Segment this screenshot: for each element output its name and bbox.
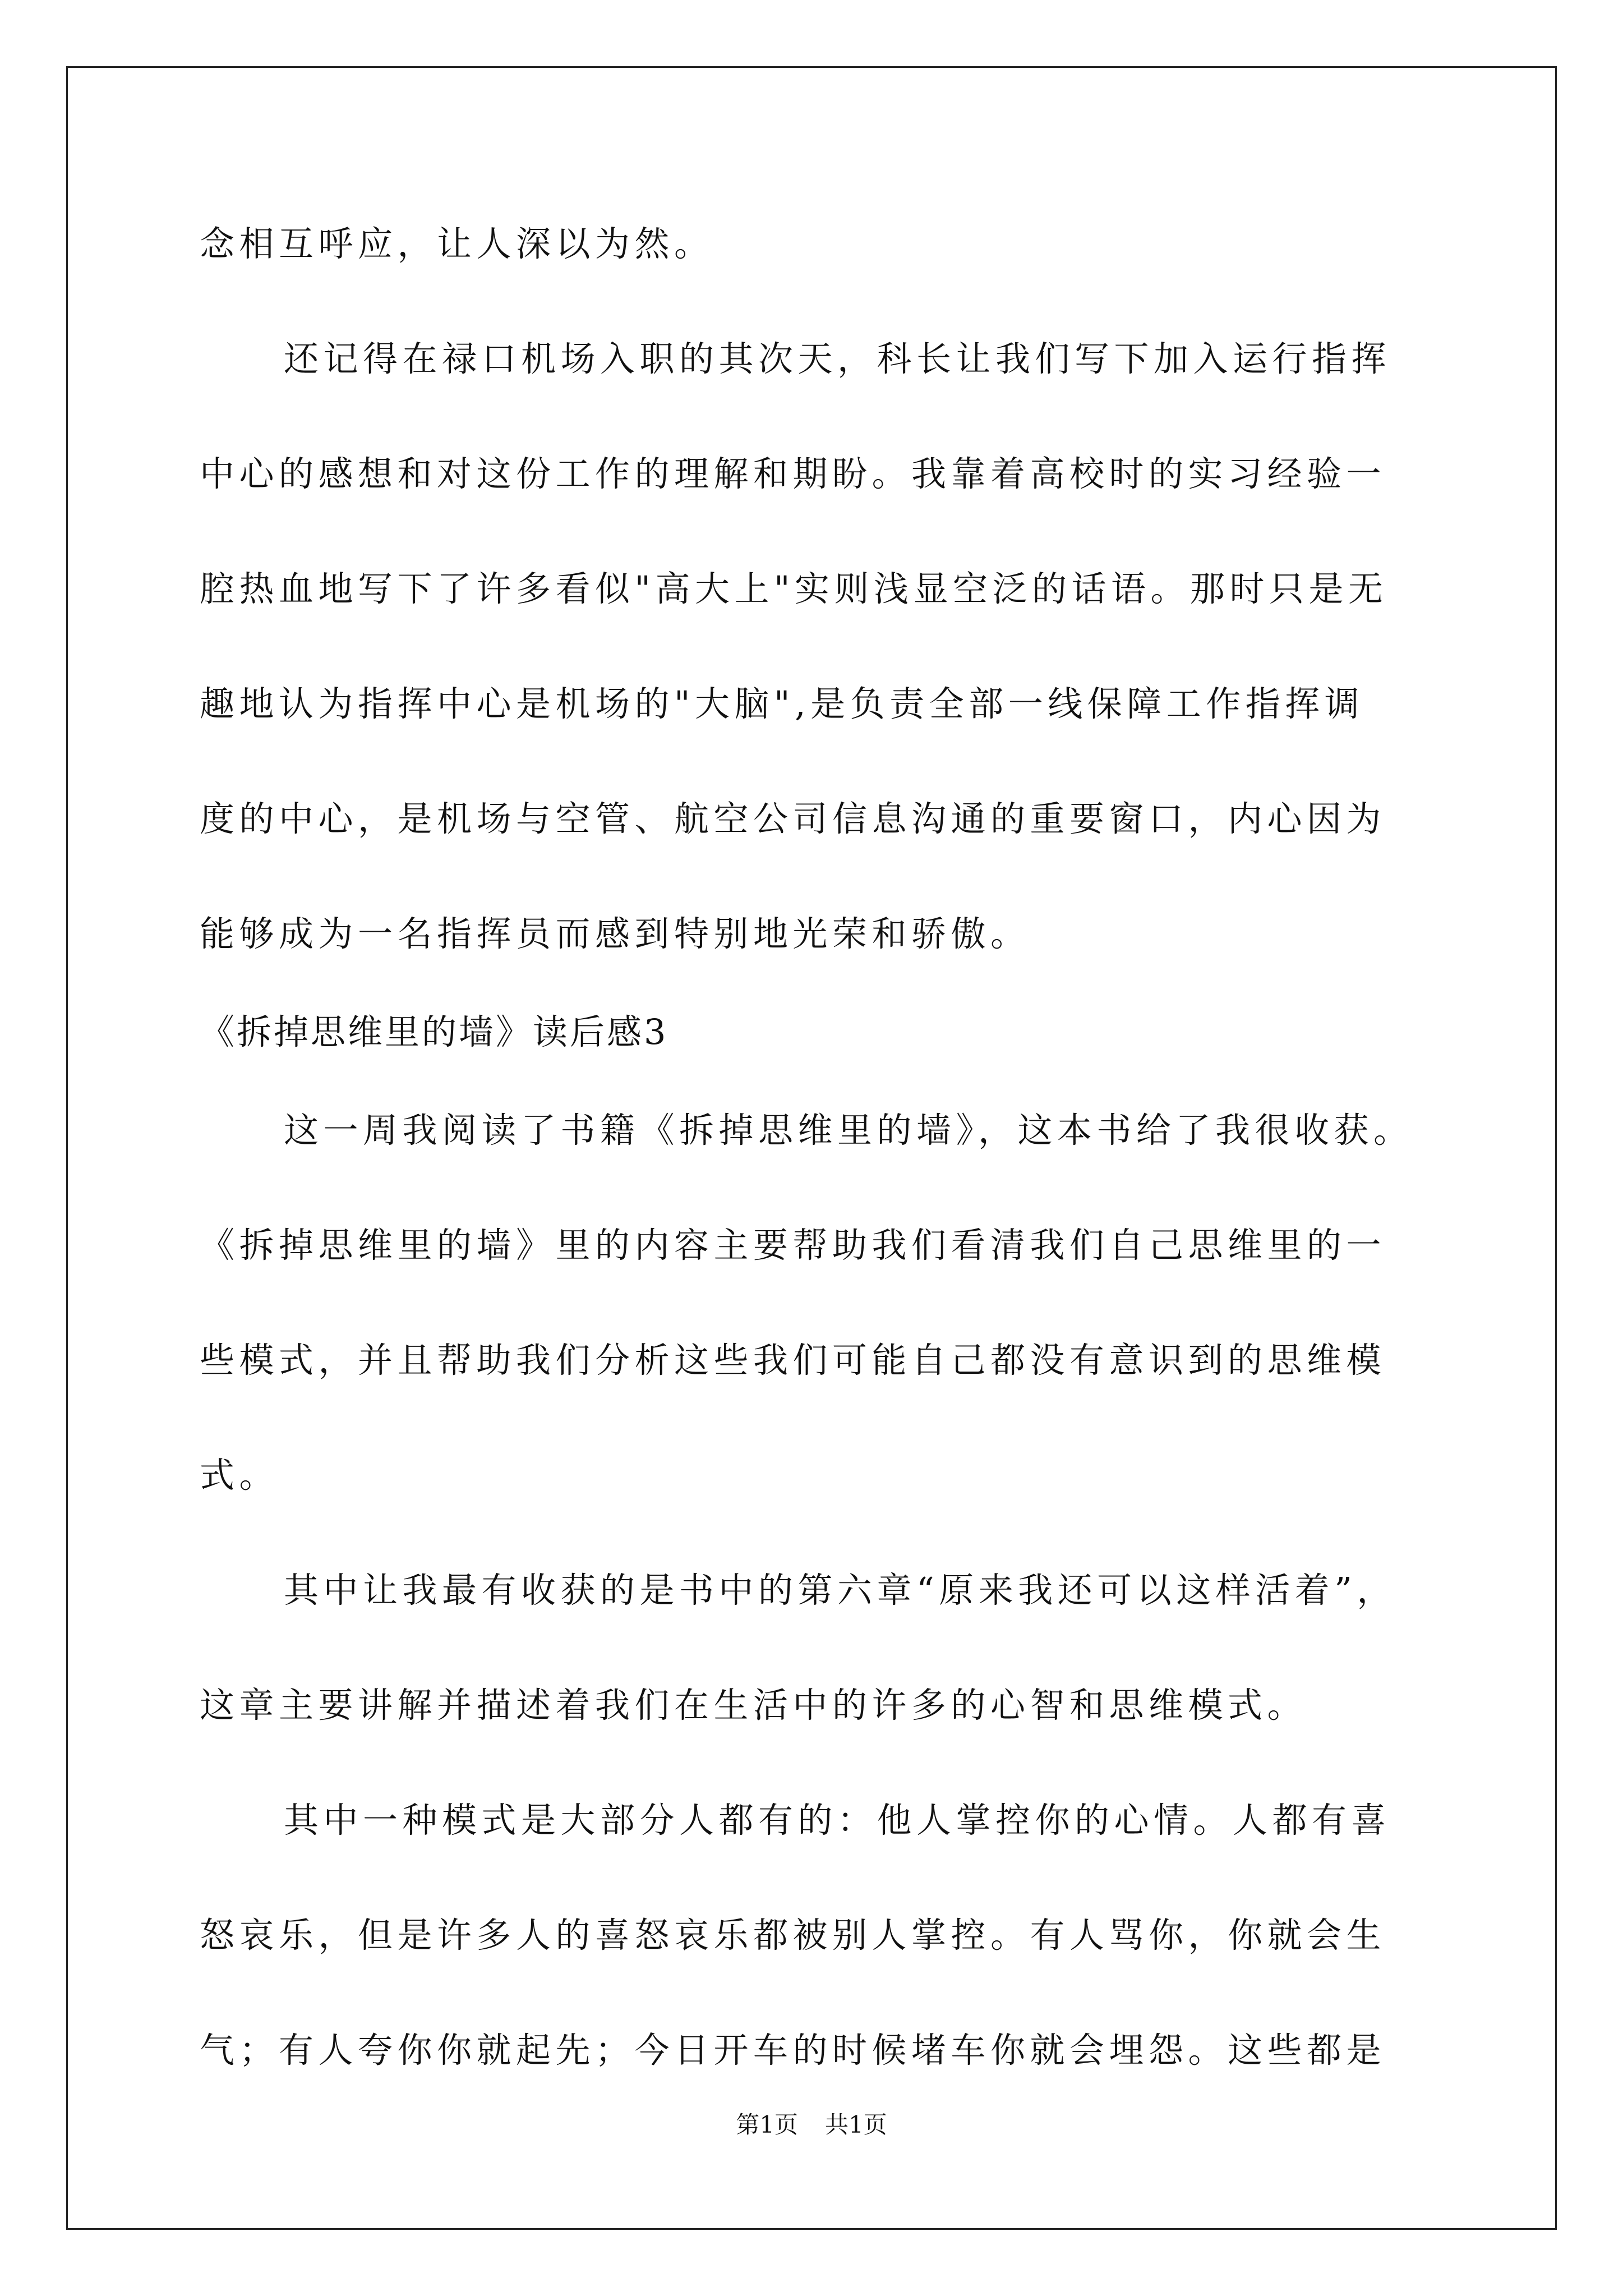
paragraph-line: 怒哀乐，但是许多人的喜怒哀乐都被别人掌控。有人骂你，你就会生 <box>200 1915 1386 1955</box>
paragraph-line: 这一周我阅读了书籍《拆掉思维里的墙》，这本书给了我很收获。 <box>284 1110 1413 1151</box>
paragraph-line: 些模式，并且帮助我们分析这些我们可能自己都没有意识到的思维模 <box>200 1340 1386 1381</box>
page-count: 共1页 <box>825 2111 887 2138</box>
paragraph-line: 其中一种模式是大部分人都有的：他人掌控你的心情。人都有喜 <box>284 1800 1391 1841</box>
paragraph-line: 式。 <box>200 1455 279 1496</box>
paragraph-line: 《拆掉思维里的墙》里的内容主要帮助我们看清我们自己思维里的一 <box>200 1225 1386 1266</box>
paragraph-line: 还记得在禄口机场入职的其次天，科长让我们写下加入运行指挥 <box>284 338 1391 379</box>
paragraph-line: 中心的感想和对这份工作的理解和期盼。我靠着高校时的实习经验一 <box>200 453 1386 494</box>
paragraph-line: 其中让我最有收获的是书中的第六章“原来我还可以这样活着”， <box>284 1570 1396 1611</box>
paragraph-line: 这章主要讲解并描述着我们在生活中的许多的心智和思维模式。 <box>200 1685 1307 1726</box>
paragraph-line: 能够成为一名指挥员而感到特别地光荣和骄傲。 <box>200 913 1030 954</box>
page-number: 第1页 <box>736 2111 798 2138</box>
paragraph-line: 度的中心，是机场与空管、航空公司信息沟通的重要窗口，内心因为 <box>200 798 1386 839</box>
paragraph-line: 气；有人夸你你就起先；今日开车的时候堵车你就会埋怨。这些都是 <box>200 2030 1386 2070</box>
section-heading: 《拆掉思维里的墙》读后感3 <box>200 1011 668 1052</box>
page-footer <box>0 2109 1623 2141</box>
paragraph-line: 腔热血地写下了许多看似"高大上"实则浅显空泛的话语。那时只是无 <box>200 568 1388 609</box>
paragraph-line: 念相互呼应，让人深以为然。 <box>200 223 714 264</box>
paragraph-line: 趣地认为指挥中心是机场的"大脑",是负责全部一线保障工作指挥调 <box>200 683 1364 724</box>
